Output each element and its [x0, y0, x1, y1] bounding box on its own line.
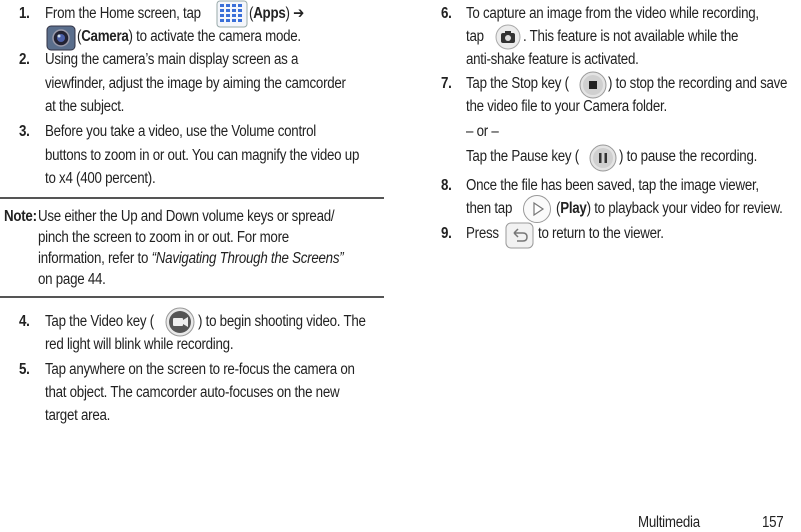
step-text: to return to the viewer.	[538, 225, 664, 242]
step-number: 8.	[441, 177, 452, 194]
step-text: anti-shake feature is activated.	[466, 51, 639, 68]
footer-section: Multimedia	[638, 514, 700, 531]
apps-label: (Apps) ➔	[249, 5, 305, 22]
step-number: 9.	[441, 225, 452, 242]
play-icon	[522, 194, 552, 224]
step-text: ) to begin shooting video. The	[198, 313, 366, 330]
step-text: red light will blink while recording.	[45, 336, 234, 353]
step-text: Tap the Stop key (	[466, 75, 569, 92]
step-text: Press	[466, 225, 499, 242]
note-text: on page 44.	[38, 271, 106, 288]
page-number: 157	[762, 514, 784, 531]
step-text: From the Home screen, tap	[45, 5, 201, 22]
play-label: (Play) to playback your video for review.	[556, 200, 783, 217]
step-text: viewfinder, adjust the image by aiming the camcorder	[45, 75, 346, 92]
step-text: to x4 (400 percent).	[45, 170, 156, 187]
note-text: pinch the screen to zoom in or out. For more	[38, 229, 289, 246]
step-text: buttons to zoom in or out. You can magnify the video up	[45, 147, 360, 164]
step-text: Tap the Video key (	[45, 313, 154, 330]
camera-app-icon	[46, 25, 76, 51]
step-text: that object. The camcorder auto-focuses on the new	[45, 384, 340, 401]
step-text: ) to pause the recording.	[619, 148, 758, 165]
step-text: To capture an image from the video while recording,	[466, 5, 759, 22]
note-rule-bottom	[0, 296, 384, 298]
note-rule-top	[0, 197, 384, 199]
apps-grid-icon	[216, 0, 248, 28]
step-number: 1.	[19, 5, 30, 22]
step-number: 7.	[441, 75, 452, 92]
step-text: Tap anywhere on the screen to re-focus the camera on	[45, 361, 355, 378]
step-text: ) to stop the recording and save	[608, 75, 788, 92]
video-key-icon	[163, 307, 197, 337]
step-text: Using the camera’s main display screen as a	[45, 51, 299, 68]
pause-key-icon	[588, 144, 618, 172]
step-number: 4.	[19, 313, 30, 330]
note-text: information, refer to “Navigating Through the Screens”	[38, 250, 344, 267]
step-text: Once the file has been saved, tap the image viewer,	[466, 177, 759, 194]
step-text: target area.	[45, 407, 111, 424]
step-text: then tap	[466, 200, 513, 217]
step-text: Before you take a video, use the Volume control	[45, 123, 316, 140]
step-text: at the subject.	[45, 98, 125, 115]
note-text: Use either the Up and Down volume keys or spread/	[38, 208, 335, 225]
step-number: 3.	[19, 123, 30, 140]
step-number: 5.	[19, 361, 30, 378]
step-text: the video file to your Camera folder.	[466, 98, 667, 115]
cross-reference-link[interactable]: “Navigating Through the Screens”	[151, 250, 344, 267]
step-number: 2.	[19, 51, 30, 68]
step-text: tap	[466, 28, 484, 45]
back-key-icon	[505, 222, 534, 249]
step-text: . This feature is not available while the	[523, 28, 739, 45]
camera-capture-icon	[493, 24, 523, 50]
stop-key-icon	[578, 71, 608, 99]
step-number: 6.	[441, 5, 452, 22]
step-text: Tap the Pause key (	[466, 148, 579, 165]
camera-label: (Camera) to activate the camera mode.	[77, 28, 301, 45]
or-separator: – or –	[466, 123, 499, 140]
note-label: Note:	[4, 208, 37, 225]
